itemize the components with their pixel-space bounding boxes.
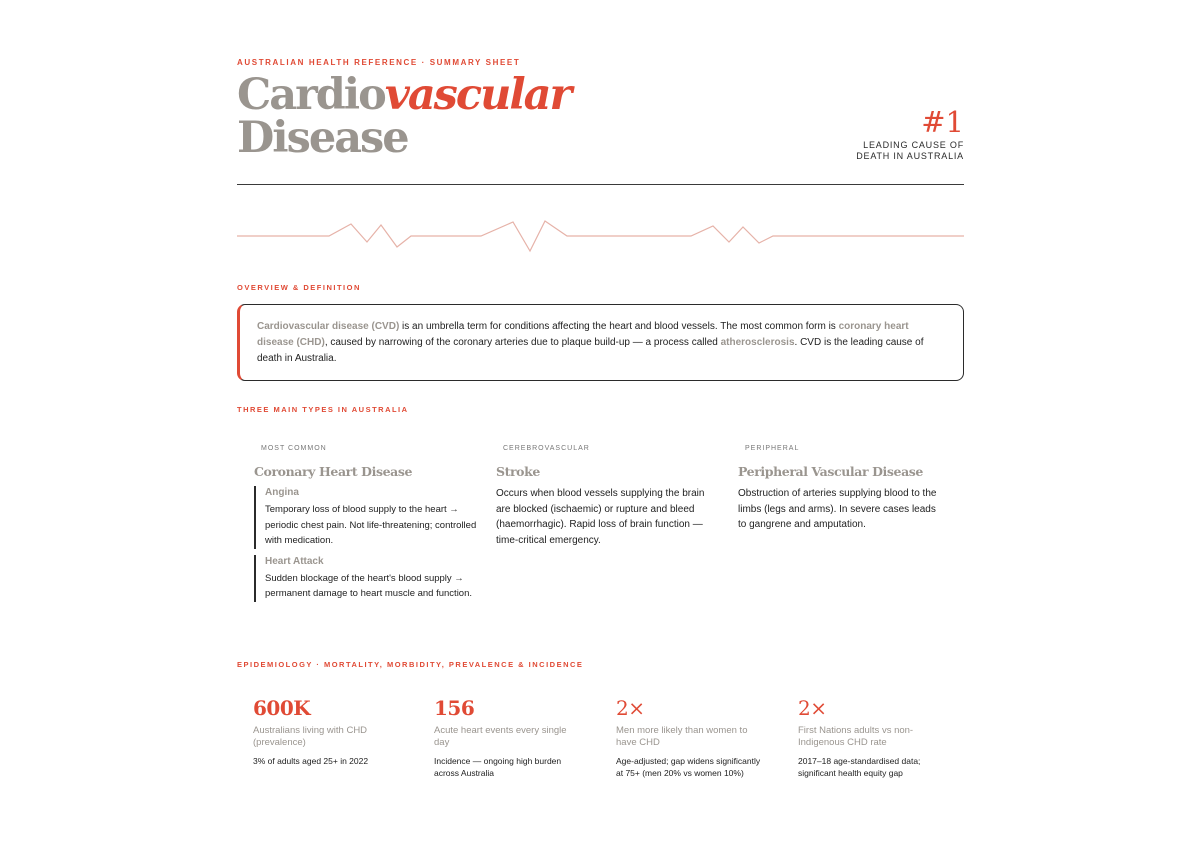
summary-sheet: [237, 0, 964, 849]
page-title: [237, 70, 571, 163]
stat-note: 3% of adults aged 25+ in 2022: [253, 756, 369, 766]
title-part-vascular: vascular: [384, 70, 571, 120]
term-chd: coronary heart disease (CHD): [257, 321, 909, 348]
type-title: Peripheral Vascular Disease: [738, 464, 923, 479]
header-divider: [237, 184, 964, 185]
type-card-peripheral: [738, 445, 943, 533]
heartbeat-line-icon: [237, 215, 964, 255]
type-description: Occurs when blood vessels supplying the brain are blocked (ischaemic) or rupture and bleed (haemorrhagic). Rapid loss of brain function — time-critical emergency.: [496, 488, 705, 546]
title-part-disease: Disease: [237, 113, 408, 163]
stat-incidence: [434, 696, 584, 779]
stat-number: 600K: [253, 696, 311, 720]
type-description: Obstruction of arteries supplying blood to the limbs (legs and arms). In severe cases leads to gangrene and amputation.: [738, 488, 937, 530]
stat-label: Australians living with CHD (prevalence): [253, 725, 368, 748]
stat-number: 2×: [616, 696, 645, 720]
stat-label: First Nations adults vs non-Indigenous CHD rate: [798, 725, 914, 748]
stat-sex-ratio: [616, 696, 766, 779]
subtype-text: Temporary loss of blood supply to the heart → periodic chest pain. Not life-threatening; controlled with medication.: [265, 504, 477, 546]
types-section-label: THREE MAIN TYPES IN AUSTRALIA: [237, 405, 409, 414]
stat-note: Age-adjusted; gap widens significantly at 75+ (men 20% vs women 10%): [616, 756, 761, 778]
stat-note: Incidence — ongoing high burden across Australia: [434, 756, 562, 778]
overview-section-label: OVERVIEW & DEFINITION: [237, 283, 361, 292]
subtype-angina: [254, 486, 479, 549]
stat-note: 2017–18 age-standardised data; significant health equity gap: [798, 756, 921, 778]
stat-first-nations: [798, 696, 948, 779]
subtype-text: Sudden blockage of the heart's blood supply → permanent damage to heart muscle and function.: [265, 572, 473, 599]
subtype-heart-attack: [254, 555, 479, 602]
term-cvd: Cardiovascular disease (CVD): [257, 321, 400, 332]
stat-prevalence: [253, 696, 421, 767]
type-title: Stroke: [496, 464, 540, 479]
stat-number: 2×: [798, 696, 827, 720]
subtype-title: Angina: [265, 487, 299, 498]
epidemiology-section-label: EPIDEMIOLOGY · MORTALITY, MORBIDITY, PREVALENCE & INCIDENCE: [237, 660, 584, 669]
rank-number: #1: [921, 105, 964, 139]
rank-callout: [856, 106, 964, 162]
rank-label-line2: DEATH IN AUSTRALIA: [856, 151, 964, 161]
rank-label: [856, 140, 964, 162]
type-card-coronary: [254, 445, 479, 602]
title-part-cardio: Cardio: [237, 70, 385, 120]
overview-text-2: , caused by narrowing of the coronary arteries due to plaque build-up — a process called: [324, 337, 721, 348]
type-eyebrow: PERIPHERAL: [745, 445, 800, 452]
term-atherosclerosis: atherosclerosis: [720, 337, 795, 348]
subtype-title: Heart Attack: [265, 555, 324, 567]
stat-label: Men more likely than women to have CHD: [616, 725, 748, 748]
type-eyebrow: MOST COMMON: [261, 445, 327, 452]
overview-text-1: is an umbrella term for conditions affecting the heart and blood vessels. The most common form is: [399, 321, 839, 332]
stat-label: Acute heart events every single day: [434, 725, 567, 748]
rank-label-line1: LEADING CAUSE OF: [863, 140, 964, 150]
type-title: Coronary Heart Disease: [254, 464, 413, 479]
overview-definition-box: [237, 304, 964, 381]
sheet-kicker: AUSTRALIAN HEALTH REFERENCE · SUMMARY SHEET: [237, 58, 521, 67]
stat-number: 156: [434, 696, 475, 720]
type-eyebrow: CEREBROVASCULAR: [503, 445, 590, 452]
type-card-stroke: [496, 445, 711, 548]
overview-text-3: . CVD is the leading cause of death in Australia.: [257, 337, 924, 364]
